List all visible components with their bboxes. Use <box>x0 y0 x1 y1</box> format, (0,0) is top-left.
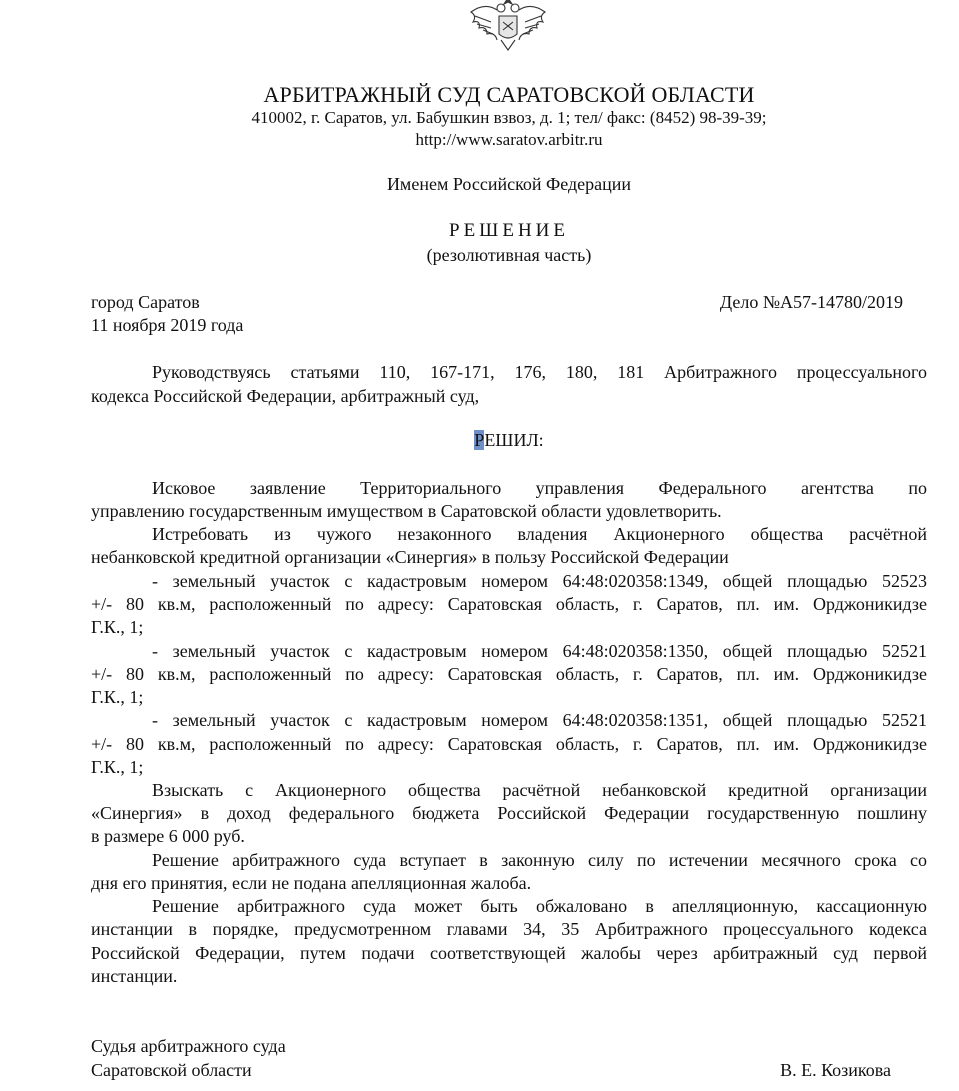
judge-name: В. Е. Козикова <box>780 1060 891 1080</box>
paragraph-line: +/- 80 кв.м, расположенный по адресу: Саратовская область, г. Саратов, пл. им. Орджоникидзе <box>91 734 927 754</box>
city: город Саратов <box>91 292 200 312</box>
guided-by-line: кодекса Российской Федерации, арбитражный суд, <box>91 386 480 406</box>
paragraph-line: +/- 80 кв.м, расположенный по адресу: Саратовская область, г. Саратов, пл. им. Орджоникидзе <box>91 664 927 684</box>
paragraph-line: «Синергия» в доход федерального бюджета Российской Федерации государственную пошлину <box>91 803 927 823</box>
court-website: http://www.saratov.arbitr.ru <box>415 130 603 149</box>
preamble: Именем Российской Федерации <box>386 174 632 194</box>
decided-heading <box>0 430 959 451</box>
paragraph-line: Г.К., 1; <box>91 687 144 707</box>
paragraph-line: Исковое заявление Территориального управления Федерального агентства по <box>152 478 927 498</box>
paragraph-line: Российской Федерации, путем подачи соответствующей жалобы через арбитражный суд первой <box>91 943 927 963</box>
decided-rest: ЕШИЛ: <box>484 430 544 450</box>
paragraph-line: Взыскать с Акционерного общества расчётной небанковской кредитной организации <box>152 780 927 800</box>
decision-subtitle: (резолютивная часть) <box>426 245 592 265</box>
case-number: Дело №А57-14780/2019 <box>719 292 903 312</box>
paragraph-line: в размере 6 000 руб. <box>91 826 245 846</box>
judge-role: Судья арбитражного суда <box>91 1036 286 1056</box>
paragraph-line: Решение арбитражного суда вступает в законную силу по истечении месячного срока со <box>152 850 927 870</box>
paragraph-line: Истребовать из чужого незаконного владения Акционерного общества расчётной <box>152 524 927 544</box>
paragraph-line: управлению государственным имуществом в Саратовской области удовлетворить. <box>91 501 722 521</box>
paragraph-line: - земельный участок с кадастровым номером 64:48:020358:1351, общей площадью 52521 <box>152 710 927 730</box>
paragraph-line: Г.К., 1; <box>91 617 144 637</box>
coat-of-arms-icon <box>463 0 553 52</box>
guided-by-line: Руководствуясь статьями 110, 167-171, 176, 180, 181 Арбитражного процессуального <box>152 362 927 382</box>
paragraph-line: инстанции в порядке, предусмотренном главами 34, 35 Арбитражного процессуального кодекса <box>91 919 927 939</box>
paragraph-line: дня его принятия, если не подана апелляционная жалоба. <box>91 873 532 893</box>
decision-title: РЕШЕНИЕ <box>449 220 569 241</box>
court-name: АРБИТРАЖНЫЙ СУД САРАТОВСКОЙ ОБЛАСТИ <box>263 82 755 107</box>
paragraph-line: +/- 80 кв.м, расположенный по адресу: Саратовская область, г. Саратов, пл. им. Орджоникидзе <box>91 594 927 614</box>
judge-court: Саратовской области <box>91 1060 252 1080</box>
paragraph-line: инстанции. <box>91 966 178 986</box>
paragraph-line: - земельный участок с кадастровым номером 64:48:020358:1349, общей площадью 52523 <box>152 571 927 591</box>
paragraph-line: небанковской кредитной организации «Синергия» в пользу Российской Федерации <box>91 547 729 567</box>
court-address: 410002, г. Саратов, ул. Бабушкин взвоз, д. 1; тел/ факс: (8452) 98-39-39; <box>251 108 767 127</box>
decision-date: 11 ноября 2019 года <box>91 315 244 335</box>
paragraph-line: Г.К., 1; <box>91 757 144 777</box>
paragraph-line: - земельный участок с кадастровым номером 64:48:020358:1350, общей площадью 52521 <box>152 641 927 661</box>
paragraph-line: Решение арбитражного суда может быть обжаловано в апелляционную, кассационную <box>152 896 927 916</box>
decided-first-letter: Р <box>474 430 485 450</box>
